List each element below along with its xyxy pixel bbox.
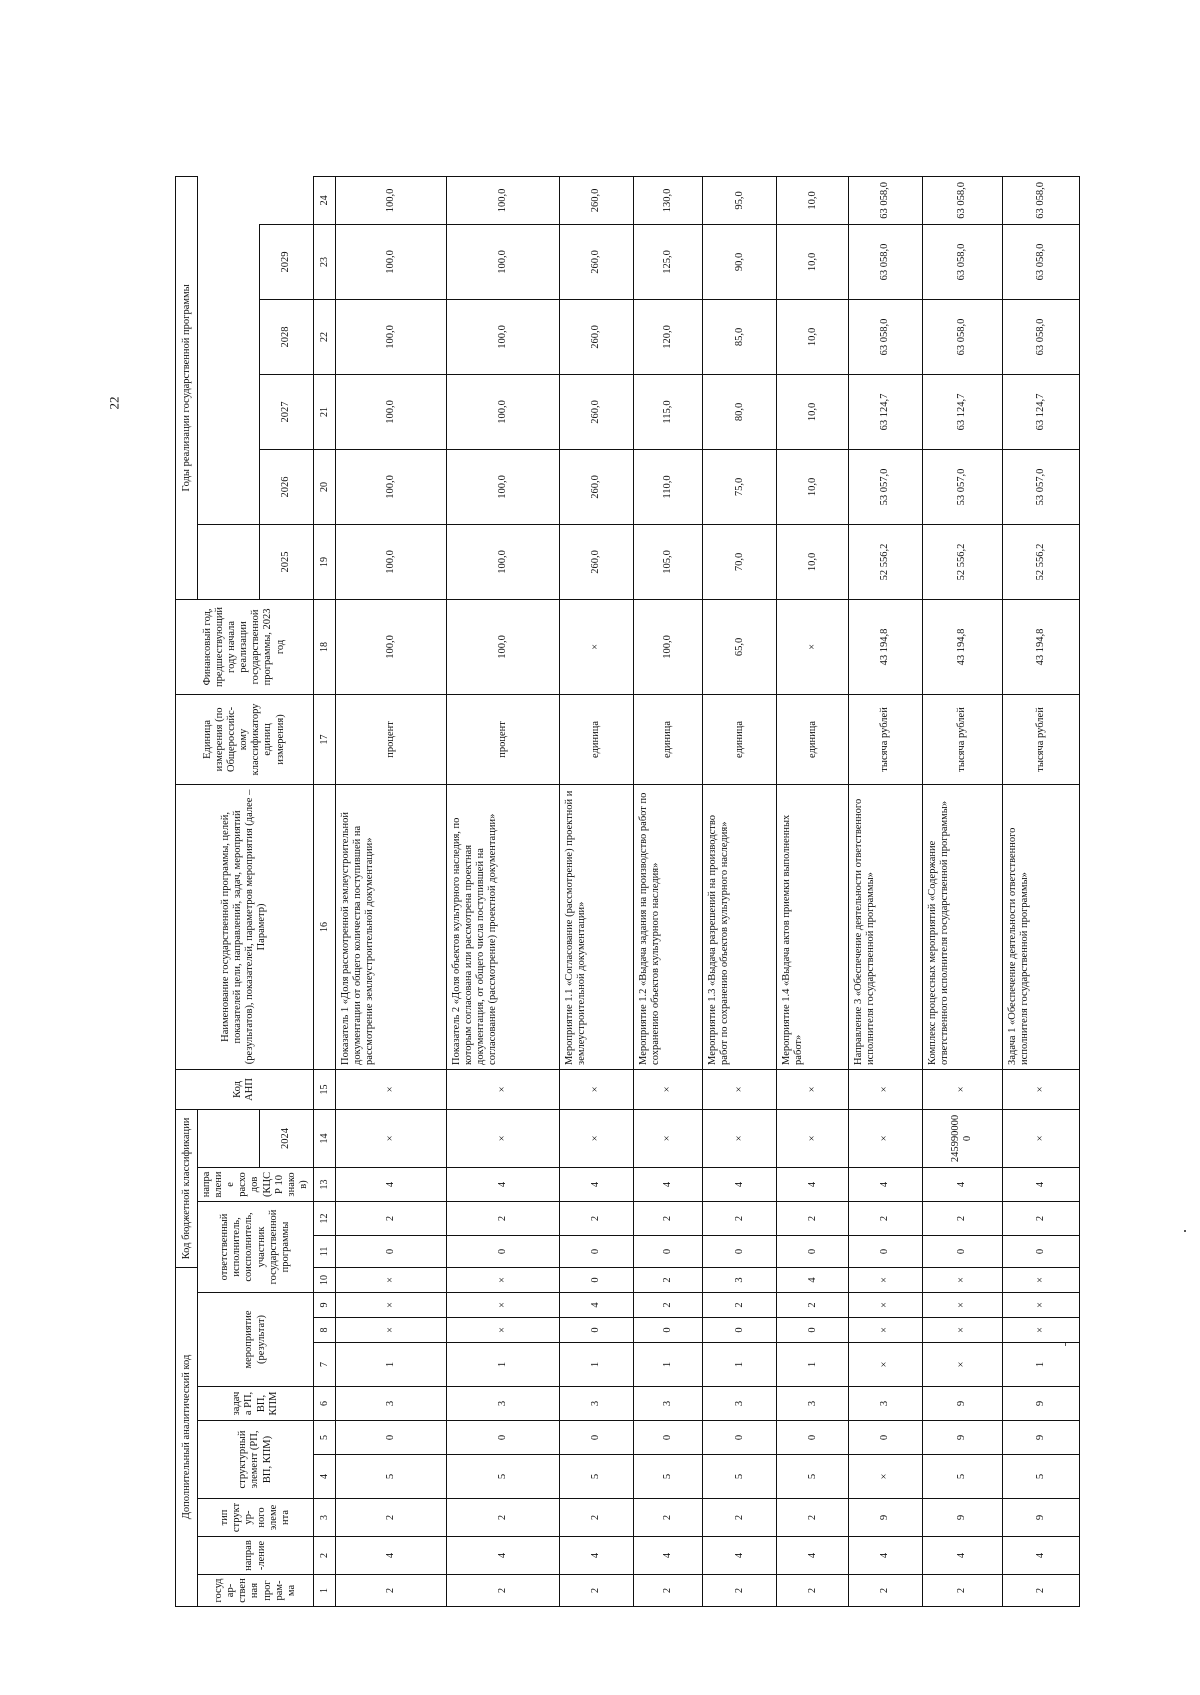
row-base-year-value: 43 194,8 (922, 599, 1002, 694)
code-cell: 4 (336, 1167, 447, 1201)
code-cell: × (922, 1267, 1002, 1292)
row-year-value: 260,0 (559, 374, 633, 449)
row-year-value: 85,0 (703, 299, 777, 374)
row-year-value: 52 556,2 (922, 524, 1002, 599)
row-year-value: 75,0 (703, 449, 777, 524)
code-cell: 0 (633, 1318, 703, 1343)
code-cell: × (1002, 1267, 1079, 1292)
code-cell: 0 (633, 1235, 703, 1267)
code-cell: × (446, 1267, 559, 1292)
row-unit: единица (633, 694, 703, 784)
row-name: Показатель 1 «Доля рассмотренной землеустроительной документации от общего количества поступившей на рассмотрение землеустроительной документации» (336, 784, 447, 1069)
code-cell: × (446, 1318, 559, 1343)
code-cell: × (336, 1069, 447, 1109)
code-cell: 0 (777, 1318, 849, 1343)
row-base-year-value: 100,0 (446, 599, 559, 694)
code-cell: 2 (559, 1575, 633, 1607)
code-cell: 2 (633, 1293, 703, 1318)
header-direction: направ-ление (198, 1537, 313, 1575)
column-number: 4 (313, 1455, 335, 1499)
row-year-value: 53 057,0 (849, 449, 923, 524)
row-unit: тысяча рублей (922, 694, 1002, 784)
header-year: 2028 (260, 299, 314, 374)
column-number: 14 (313, 1109, 335, 1167)
row-year-value: 63 058,0 (922, 176, 1002, 224)
row-base-year-value: × (777, 599, 849, 694)
code-cell: 2 (777, 1293, 849, 1318)
header-fin-year: Финансовый год, предшествующий году начала реализации государственной программы, 2023 год (176, 599, 314, 694)
column-number: 8 (313, 1318, 335, 1343)
row-year-value: 130,0 (633, 176, 703, 224)
row-year-value: 260,0 (559, 449, 633, 524)
row-year-value: 10,0 (777, 374, 849, 449)
row-year-value: 53 057,0 (922, 449, 1002, 524)
row-year-value: 260,0 (559, 299, 633, 374)
code-cell: 2 (336, 1575, 447, 1607)
code-cell: 2 (703, 1293, 777, 1318)
row-year-value: 63 058,0 (849, 176, 923, 224)
column-number: 9 (313, 1293, 335, 1318)
table-row (849, 176, 923, 1606)
row-base-year-value: × (559, 599, 633, 694)
header-years-group: Годы реализации государственной программы (176, 176, 198, 599)
row-unit: тысяча рублей (849, 694, 923, 784)
code-cell: × (777, 1069, 849, 1109)
row-year-value: 63 058,0 (922, 299, 1002, 374)
row-year-value: 260,0 (559, 176, 633, 224)
header-struct: структурный элемент (РП, ВП, КПМ) (198, 1421, 313, 1499)
header-budget-code: Код бюджетной классификации (176, 1109, 198, 1267)
row-name: Комплекс процессных мероприятий «Содержание ответственного исполнителя государственной программы» (922, 784, 1002, 1069)
code-cell: × (1002, 1318, 1079, 1343)
header-name: Наименование государственной программы, целей, показателей цели, направлений, задач, мероприятий (результатов), показателей, параметров мероприятия (далее – Параметр) (176, 784, 314, 1069)
table-row (633, 176, 703, 1606)
row-year-value: 100,0 (336, 299, 447, 374)
header-analytic-code: Дополнительный аналитический код (176, 1267, 198, 1606)
code-cell: 2 (777, 1499, 849, 1537)
code-cell: 0 (633, 1421, 703, 1455)
row-unit: тысяча рублей (1002, 694, 1079, 784)
code-cell: 2 (849, 1575, 923, 1607)
code-cell: × (849, 1267, 923, 1292)
header-anp-code: Код АНП (176, 1069, 314, 1109)
code-cell: × (633, 1069, 703, 1109)
code-cell: 4 (922, 1167, 1002, 1201)
code-cell: 4 (559, 1167, 633, 1201)
code-cell: 0 (446, 1235, 559, 1267)
row-year-value: 63 058,0 (1002, 224, 1079, 299)
row-year-value: 63 124,7 (1002, 374, 1079, 449)
table-row (559, 176, 633, 1606)
header-expense: направление расходов (КЦСР 10 знаков) (198, 1167, 313, 1201)
header-year: 2029 (260, 224, 314, 299)
code-cell: 2459900000 (922, 1109, 1002, 1167)
code-cell: 0 (559, 1267, 633, 1292)
row-year-value: 63 124,7 (922, 374, 1002, 449)
table-row (922, 176, 1002, 1606)
column-number: 23 (313, 224, 335, 299)
code-cell: 2 (633, 1201, 703, 1235)
code-cell: × (922, 1343, 1002, 1387)
code-cell: 0 (1002, 1235, 1079, 1267)
code-cell: 4 (446, 1537, 559, 1575)
code-cell: × (446, 1109, 559, 1167)
code-cell: 4 (559, 1293, 633, 1318)
code-cell: × (336, 1293, 447, 1318)
header-unit: Единица измерения (по Общероссийс-кому классификатору единиц измерения) (176, 694, 314, 784)
code-cell: × (1002, 1293, 1079, 1318)
row-name: Задача 1 «Обеспечение деятельности ответственного исполнителя государственной программы» (1002, 784, 1079, 1069)
code-cell: 3 (703, 1387, 777, 1421)
code-cell: 2 (633, 1267, 703, 1292)
code-cell: 0 (849, 1235, 923, 1267)
row-base-year-value: 100,0 (633, 599, 703, 694)
code-cell: × (849, 1455, 923, 1499)
code-cell: 2 (777, 1575, 849, 1607)
row-year-value: 90,0 (703, 224, 777, 299)
row-year-value: 63 124,7 (849, 374, 923, 449)
code-cell: 0 (849, 1421, 923, 1455)
code-cell: × (1002, 1069, 1079, 1109)
code-cell: 9 (922, 1387, 1002, 1421)
row-year-value: 125,0 (633, 224, 703, 299)
code-cell: 4 (633, 1167, 703, 1201)
table-row (703, 176, 777, 1606)
code-cell: 2 (559, 1201, 633, 1235)
row-year-value: 70,0 (703, 524, 777, 599)
code-cell: 2 (559, 1499, 633, 1537)
code-cell: 4 (446, 1167, 559, 1201)
code-cell: 0 (336, 1235, 447, 1267)
page-number: 22 (106, 396, 122, 410)
header-executor: ответственный исполнитель, соисполнитель, участник государственной программы (198, 1201, 313, 1292)
row-base-year-value: 65,0 (703, 599, 777, 694)
row-year-value: 100,0 (446, 224, 559, 299)
code-cell: 0 (922, 1235, 1002, 1267)
code-cell: 3 (633, 1387, 703, 1421)
row-year-value: 10,0 (777, 524, 849, 599)
row-year-value: 10,0 (777, 176, 849, 224)
row-year-value: 120,0 (633, 299, 703, 374)
code-cell: 2 (1002, 1201, 1079, 1235)
column-number: 1 (313, 1575, 335, 1607)
scan-mark (1065, 1343, 1066, 1346)
row-year-value: 10,0 (777, 299, 849, 374)
code-cell: 3 (849, 1387, 923, 1421)
column-number: 5 (313, 1421, 335, 1455)
row-base-year-value: 100,0 (336, 599, 447, 694)
column-number: 15 (313, 1069, 335, 1109)
code-cell: 4 (777, 1537, 849, 1575)
row-year-value: 80,0 (703, 374, 777, 449)
code-cell: 4 (849, 1537, 923, 1575)
code-cell: 5 (1002, 1455, 1079, 1499)
code-cell: 4 (703, 1537, 777, 1575)
row-base-year-value: 43 194,8 (1002, 599, 1079, 694)
column-number: 3 (313, 1499, 335, 1537)
row-unit: единица (777, 694, 849, 784)
table-row (446, 176, 559, 1606)
code-cell: 0 (336, 1421, 447, 1455)
rotated-page (175, 182, 1080, 1607)
code-cell: 4 (922, 1537, 1002, 1575)
row-name: Мероприятие 1.3 «Выдача разрешений на производство работ по сохранению объектов культурного наследия» (703, 784, 777, 1069)
code-cell: × (336, 1267, 447, 1292)
row-year-value: 260,0 (559, 224, 633, 299)
code-cell: 4 (336, 1537, 447, 1575)
code-cell: × (849, 1109, 923, 1167)
row-year-value: 105,0 (633, 524, 703, 599)
code-cell: 1 (559, 1343, 633, 1387)
code-cell: 2 (777, 1201, 849, 1235)
row-year-value: 63 058,0 (849, 299, 923, 374)
code-cell: × (446, 1069, 559, 1109)
row-year-value: 52 556,2 (1002, 524, 1079, 599)
row-unit: единица (559, 694, 633, 784)
code-cell: 4 (777, 1267, 849, 1292)
header-year: 2025 (260, 524, 314, 599)
column-number: 7 (313, 1343, 335, 1387)
code-cell: 2 (446, 1201, 559, 1235)
code-cell: 1 (336, 1343, 447, 1387)
column-number: 2 (313, 1537, 335, 1575)
code-cell: 9 (849, 1499, 923, 1537)
row-year-value: 63 058,0 (849, 224, 923, 299)
code-cell: 5 (446, 1455, 559, 1499)
code-cell: 2 (703, 1201, 777, 1235)
header-task: задача РП, ВП, КПМ (198, 1387, 313, 1421)
code-cell: × (849, 1318, 923, 1343)
row-name: Мероприятие 1.2 «Выдача задания на производство работ по сохранению объектов культурного наследия» (633, 784, 703, 1069)
code-cell: × (336, 1318, 447, 1343)
code-cell: × (922, 1318, 1002, 1343)
row-unit: процент (446, 694, 559, 784)
code-cell: 3 (703, 1267, 777, 1292)
code-cell: × (849, 1293, 923, 1318)
table-body (336, 176, 1080, 1606)
code-cell: 5 (777, 1455, 849, 1499)
row-year-value: 260,0 (559, 524, 633, 599)
code-cell: 2 (633, 1499, 703, 1537)
code-cell: 2 (446, 1499, 559, 1537)
table-row (1002, 176, 1079, 1606)
code-cell: × (559, 1109, 633, 1167)
row-year-value: 63 058,0 (922, 224, 1002, 299)
code-cell: 0 (703, 1235, 777, 1267)
header-event: мероприятие (результат) (198, 1293, 313, 1387)
column-number: 19 (313, 524, 335, 599)
code-cell: 5 (633, 1455, 703, 1499)
row-year-value: 100,0 (446, 524, 559, 599)
code-cell: 0 (703, 1318, 777, 1343)
code-cell: × (703, 1069, 777, 1109)
row-base-year-value: 43 194,8 (849, 599, 923, 694)
table-row (777, 176, 849, 1606)
row-year-value: 100,0 (336, 524, 447, 599)
code-cell: × (446, 1293, 559, 1318)
code-cell: 3 (446, 1387, 559, 1421)
code-cell: 5 (559, 1455, 633, 1499)
row-year-value: 100,0 (336, 449, 447, 524)
code-cell: × (777, 1109, 849, 1167)
row-year-value: 10,0 (777, 224, 849, 299)
column-number: 24 (313, 176, 335, 224)
column-number: 10 (313, 1267, 335, 1292)
row-name: Мероприятие 1.1 «Согласование (рассмотрение) проектной и землеустроительной документации» (559, 784, 633, 1069)
code-cell: 4 (1002, 1167, 1079, 1201)
code-cell: 0 (446, 1421, 559, 1455)
code-cell: 4 (559, 1537, 633, 1575)
code-cell: 9 (922, 1421, 1002, 1455)
code-cell: 2 (633, 1575, 703, 1607)
row-year-value: 100,0 (446, 449, 559, 524)
code-cell: × (703, 1109, 777, 1167)
column-number: 12 (313, 1201, 335, 1235)
code-cell: 9 (922, 1499, 1002, 1537)
code-cell: × (336, 1109, 447, 1167)
row-year-value: 63 058,0 (1002, 299, 1079, 374)
row-year-value: 100,0 (446, 176, 559, 224)
row-year-value: 110,0 (633, 449, 703, 524)
row-year-value: 100,0 (446, 299, 559, 374)
code-cell: 0 (777, 1235, 849, 1267)
code-cell: 0 (777, 1421, 849, 1455)
row-year-value: 115,0 (633, 374, 703, 449)
column-number-row (313, 176, 335, 1606)
code-cell: × (849, 1343, 923, 1387)
code-cell: 1 (446, 1343, 559, 1387)
row-year-value: 100,0 (446, 374, 559, 449)
code-cell: 1 (777, 1343, 849, 1387)
column-number: 6 (313, 1387, 335, 1421)
code-cell: 4 (633, 1537, 703, 1575)
code-cell: 4 (777, 1167, 849, 1201)
row-year-value: 100,0 (336, 176, 447, 224)
code-cell: 4 (849, 1167, 923, 1201)
row-year-value: 53 057,0 (1002, 449, 1079, 524)
code-cell: 2 (922, 1201, 1002, 1235)
row-name: Направление 3 «Обеспечение деятельности ответственного исполнителя государственной программы» (849, 784, 923, 1069)
code-cell: 5 (922, 1455, 1002, 1499)
code-cell: 0 (703, 1421, 777, 1455)
code-cell: 2 (922, 1575, 1002, 1607)
code-cell: 2 (703, 1575, 777, 1607)
code-cell: × (559, 1069, 633, 1109)
code-cell: 0 (559, 1421, 633, 1455)
header-gp: государ-ственная програм-ма (198, 1575, 313, 1607)
code-cell: 3 (777, 1387, 849, 1421)
code-cell: × (633, 1109, 703, 1167)
row-name: Показатель 2 «Доля объектов культурного наследия, по которым согласована или рассмотрена проектная документация, от общего числа поступившей на согласование (рассмотрение) проектной документации» (446, 784, 559, 1069)
code-cell: 1 (1002, 1343, 1079, 1387)
code-cell: × (1002, 1109, 1079, 1167)
code-cell: 9 (1002, 1421, 1079, 1455)
program-table (175, 176, 1080, 1607)
code-cell: 3 (559, 1387, 633, 1421)
code-cell: 5 (703, 1455, 777, 1499)
row-year-value: 100,0 (336, 374, 447, 449)
column-number: 11 (313, 1235, 335, 1267)
column-number: 20 (313, 449, 335, 524)
code-cell: 2 (849, 1201, 923, 1235)
column-number: 13 (313, 1167, 335, 1201)
header-type: тип структур-ного элемента (198, 1499, 313, 1537)
code-cell: 2 (336, 1499, 447, 1537)
row-unit: единица (703, 694, 777, 784)
code-cell: 1 (633, 1343, 703, 1387)
code-cell: 2 (446, 1575, 559, 1607)
code-cell: 1 (703, 1343, 777, 1387)
column-number: 16 (313, 784, 335, 1069)
row-name: Мероприятие 1.4 «Выдача актов приемки выполненных работ» (777, 784, 849, 1069)
code-cell: 2 (703, 1499, 777, 1537)
scan-mark (1184, 1230, 1186, 1232)
code-cell: 2 (1002, 1575, 1079, 1607)
row-year-value: 10,0 (777, 449, 849, 524)
code-cell: 0 (559, 1235, 633, 1267)
row-year-value: 95,0 (703, 176, 777, 224)
code-cell: 4 (703, 1167, 777, 1201)
row-year-value: 52 556,2 (849, 524, 923, 599)
row-unit: процент (336, 694, 447, 784)
header-year: 2024 (260, 1109, 314, 1167)
column-number: 17 (313, 694, 335, 784)
code-cell: 9 (1002, 1387, 1079, 1421)
column-number: 18 (313, 599, 335, 694)
code-cell: 3 (336, 1387, 447, 1421)
table-row (336, 176, 447, 1606)
row-year-value: 63 058,0 (1002, 176, 1079, 224)
header-year: 2026 (260, 449, 314, 524)
code-cell: 0 (559, 1318, 633, 1343)
code-cell: × (849, 1069, 923, 1109)
header-year: 2027 (260, 374, 314, 449)
code-cell: × (922, 1293, 1002, 1318)
code-cell: 9 (1002, 1499, 1079, 1537)
code-cell: 4 (1002, 1537, 1079, 1575)
code-cell: × (922, 1069, 1002, 1109)
column-number: 22 (313, 299, 335, 374)
row-year-value: 100,0 (336, 224, 447, 299)
code-cell: 5 (336, 1455, 447, 1499)
code-cell: 2 (336, 1201, 447, 1235)
column-number: 21 (313, 374, 335, 449)
